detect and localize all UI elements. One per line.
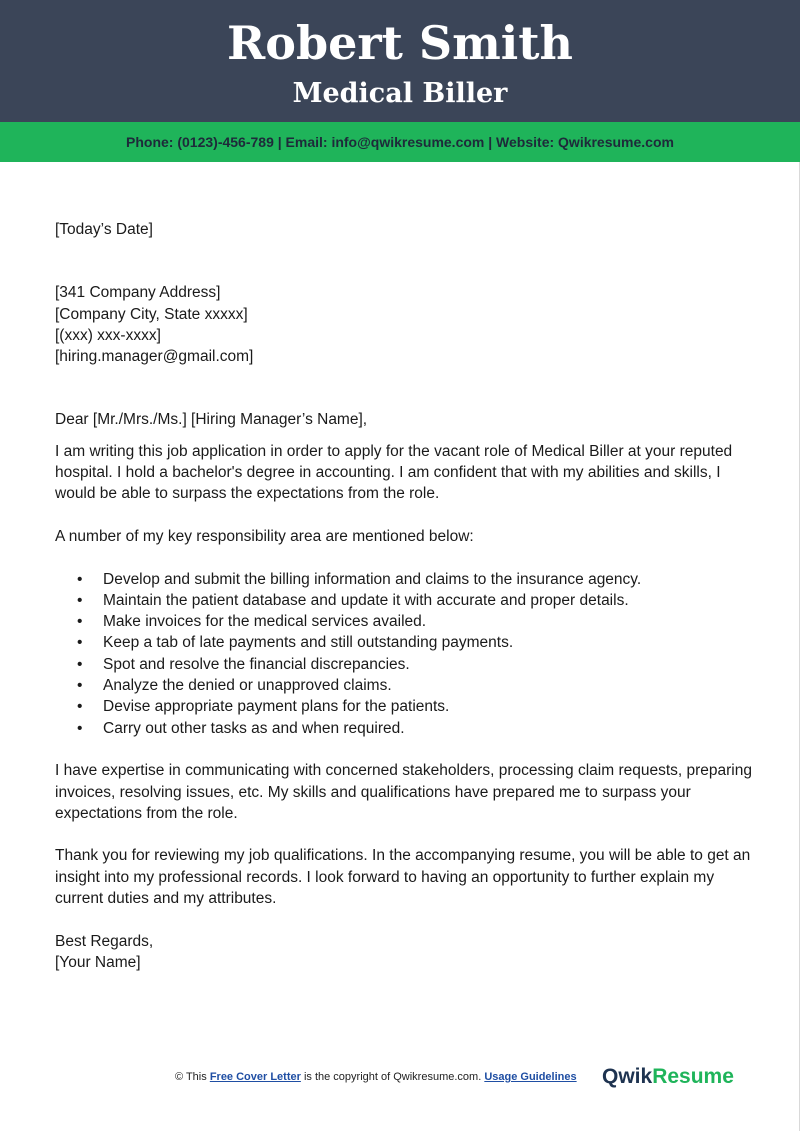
usage-guidelines-link[interactable]: Usage Guidelines [484,1071,577,1083]
list-item: • Develop and submit the billing information and claims to the insurance agency. [103,569,755,590]
qwikresume-logo[interactable] [602,1064,734,1090]
list-item: • Devise appropriate payment plans for the patients. [103,696,755,717]
copyright-notice [175,1070,577,1084]
copyright-middle: is the copyright of Qwikresume.com. [300,1071,485,1083]
address-line: [(xxx) xxx-xxxx] [55,326,161,344]
list-intro: A number of my key responsibility area are mentioned below: [55,527,474,545]
address-line: [hiring.manager@gmail.com] [55,348,254,366]
letter-date: [Today’s Date] [55,221,153,238]
list-item: • Maintain the patient database and update it with accurate and proper details. [103,590,755,611]
logo-part-resume: Resume [652,1065,734,1088]
responsibility-list [55,569,755,739]
list-item: • Analyze the denied or unapproved claims. [103,675,755,696]
letter-body [55,219,755,973]
logo-part-qwik: Qwik [602,1065,653,1088]
copyright-prefix: © This [175,1071,210,1083]
address-line: [341 Company Address] [55,284,221,302]
candidate-name: Robert Smith [227,16,573,70]
closing-phrase: Best Regards, [55,932,154,950]
footer [0,1066,800,1088]
closing-paragraph: Thank you for reviewing my job qualifications. In the accompanying resume, you will be able to get an insight into my professional records. I look forward to having an opportunity to further explain my current duties and my attributes. [55,847,751,908]
list-item: • Carry out other tasks as and when required. [103,718,755,739]
intro-paragraph: I am writing this job application in order to apply for the vacant role of Medical Biller at your reputed hospital. I hold a bachelor's degree in accounting. I am confident that with my abilities and skills, I would be able to surpass the expectations from the role. [55,442,733,503]
list-item: • Keep a tab of late payments and still outstanding payments. [103,632,755,653]
candidate-role: Medical Biller [292,78,508,109]
list-item: • Spot and resolve the financial discrepancies. [103,654,755,675]
list-item: • Make invoices for the medical services availed. [103,611,755,632]
address-line: [Company City, State xxxxx] [55,305,248,323]
salutation: Dear [Mr./Mrs./Ms.] [Hiring Manager’s Name], [55,411,368,429]
header-banner [0,0,800,122]
free-cover-letter-link[interactable]: Free Cover Letter [209,1071,301,1083]
contact-bar: Phone: (0123)-456-789 | Email: info@qwikresume.com | Website: Qwikresume.com [0,122,800,162]
expertise-paragraph: I have expertise in communicating with concerned stakeholders, processing claim requests, preparing invoices, resolving issues, etc. My skills and qualifications have prepared me to surpass your expectations from the role. [55,762,752,822]
signature: [Your Name] [55,953,141,971]
recipient-address [55,282,755,367]
